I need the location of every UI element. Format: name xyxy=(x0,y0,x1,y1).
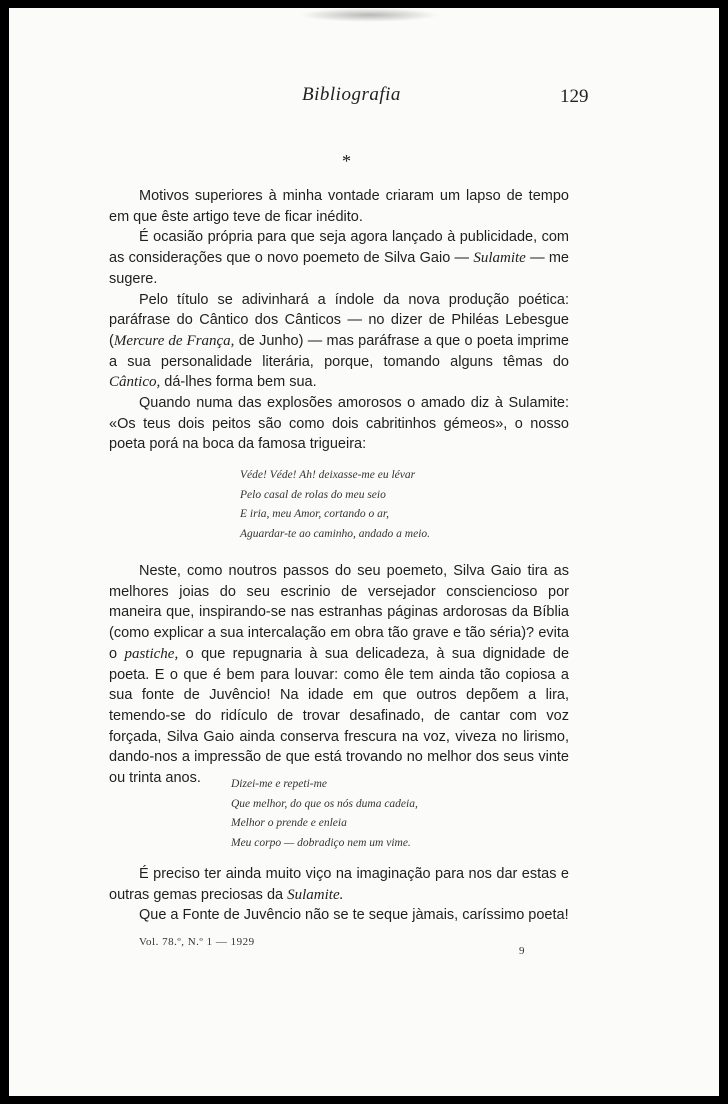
verse-line: Melhor o prende e enleia xyxy=(231,817,347,830)
verse-line: Véde! Véde! Ah! deixasse-me eu lévar xyxy=(240,469,416,481)
paragraph: Que a Fonte de Juvêncio não se te seque jàmais, caríssimo poeta! xyxy=(139,907,569,924)
scan-smudge xyxy=(299,8,439,22)
text-block-2 xyxy=(109,561,569,789)
paragraph: Quando numa das explosões amorosos o amado diz à Sulamite: «Os teus dois peitos são como dois cabritinhos gémeos», o nosso poeta porá na boca da famosa trigueira: xyxy=(109,395,569,453)
section-break-asterisk: * xyxy=(342,151,351,171)
paragraph: É preciso ter ainda muito viço na imaginação para nos dar estas e outras gemas preciosas da Sulamite. xyxy=(109,866,569,903)
signature-mark: 9 xyxy=(519,945,525,957)
verse-line: Que melhor, do que os nós duma cadeia, xyxy=(231,797,418,810)
paragraph: É ocasião própria para que seja agora lançado à publicidade, com as considerações que o novo poemeto de Silva Gaio — Sulamite — me sugere. xyxy=(109,229,569,287)
title-mercure: Mercure de França, xyxy=(113,332,235,349)
verse-line: Pelo casal de rolas do meu seio xyxy=(240,488,386,501)
page-header xyxy=(9,84,719,112)
verse-line: Aguardar-te ao caminho, andado a meio. xyxy=(240,528,431,541)
title-sulamite: Sulamite. xyxy=(287,886,344,903)
verse-line: Meu corpo — dobradiço nem um vime. xyxy=(231,837,411,850)
paragraph: Motivos superiores à minha vontade criaram um lapso de tempo em que êste artigo teve de ficar inédito. xyxy=(109,188,569,225)
title-cantico: Cântico, xyxy=(109,374,161,391)
volume-footer: Vol. 78.º, N.º 1 — 1929 xyxy=(139,936,255,948)
text-block-3 xyxy=(109,864,569,926)
verse-line: E iria, meu Amor, cortando o ar, xyxy=(240,508,389,521)
term-pastiche: pastiche, xyxy=(124,645,179,662)
verse-quote-2 xyxy=(231,775,418,854)
verse-line: Dizei-me e repeti-me xyxy=(231,778,328,790)
page xyxy=(9,8,719,1096)
verse-quote-1 xyxy=(240,466,430,545)
paragraph: Neste, como noutros passos do seu poemeto, Silva Gaio tira as melhores joias do seu escrinio de versejador consciencioso por maneira que, inspirando-se nas estranhas páginas ardorosas da Bíblia (como explicar a sua intercalação em obra tão grave e tão séria)? evita o pastiche, o que repugnaria à sua delicadeza, à sua dignidade de poeta. E o que é bem para louvar: como êle tem ainda tão copiosa a sua fonte de Juvêncio! Na idade em que outros depõem a lira, temendo-se do ridículo de trovar desafinado, de cantar com voz forçada, Silva Gaio ainda conserva frescura na voz, viveza no lirismo, dando-nos a impressão de que está trovando no melhor dos seus vinte ou trinta anos. xyxy=(109,563,570,787)
paragraph: Pelo título se adivinhará a índole da nova produção poética: paráfrase do Cântico dos Cânticos — no dizer de Philéas Lebesgue (Mercure de França, de Junho) — mas paráfrase a que o poeta imprime a sua personalidade literária, porque, tomando alguns têmas do Cântico, dá-lhes forma bem sua. xyxy=(109,291,569,391)
page-number: 129 xyxy=(560,86,589,107)
title-sulamite: Sulamite xyxy=(473,250,526,267)
running-title: Bibliografia xyxy=(302,84,401,105)
text-block-1 xyxy=(109,186,569,455)
